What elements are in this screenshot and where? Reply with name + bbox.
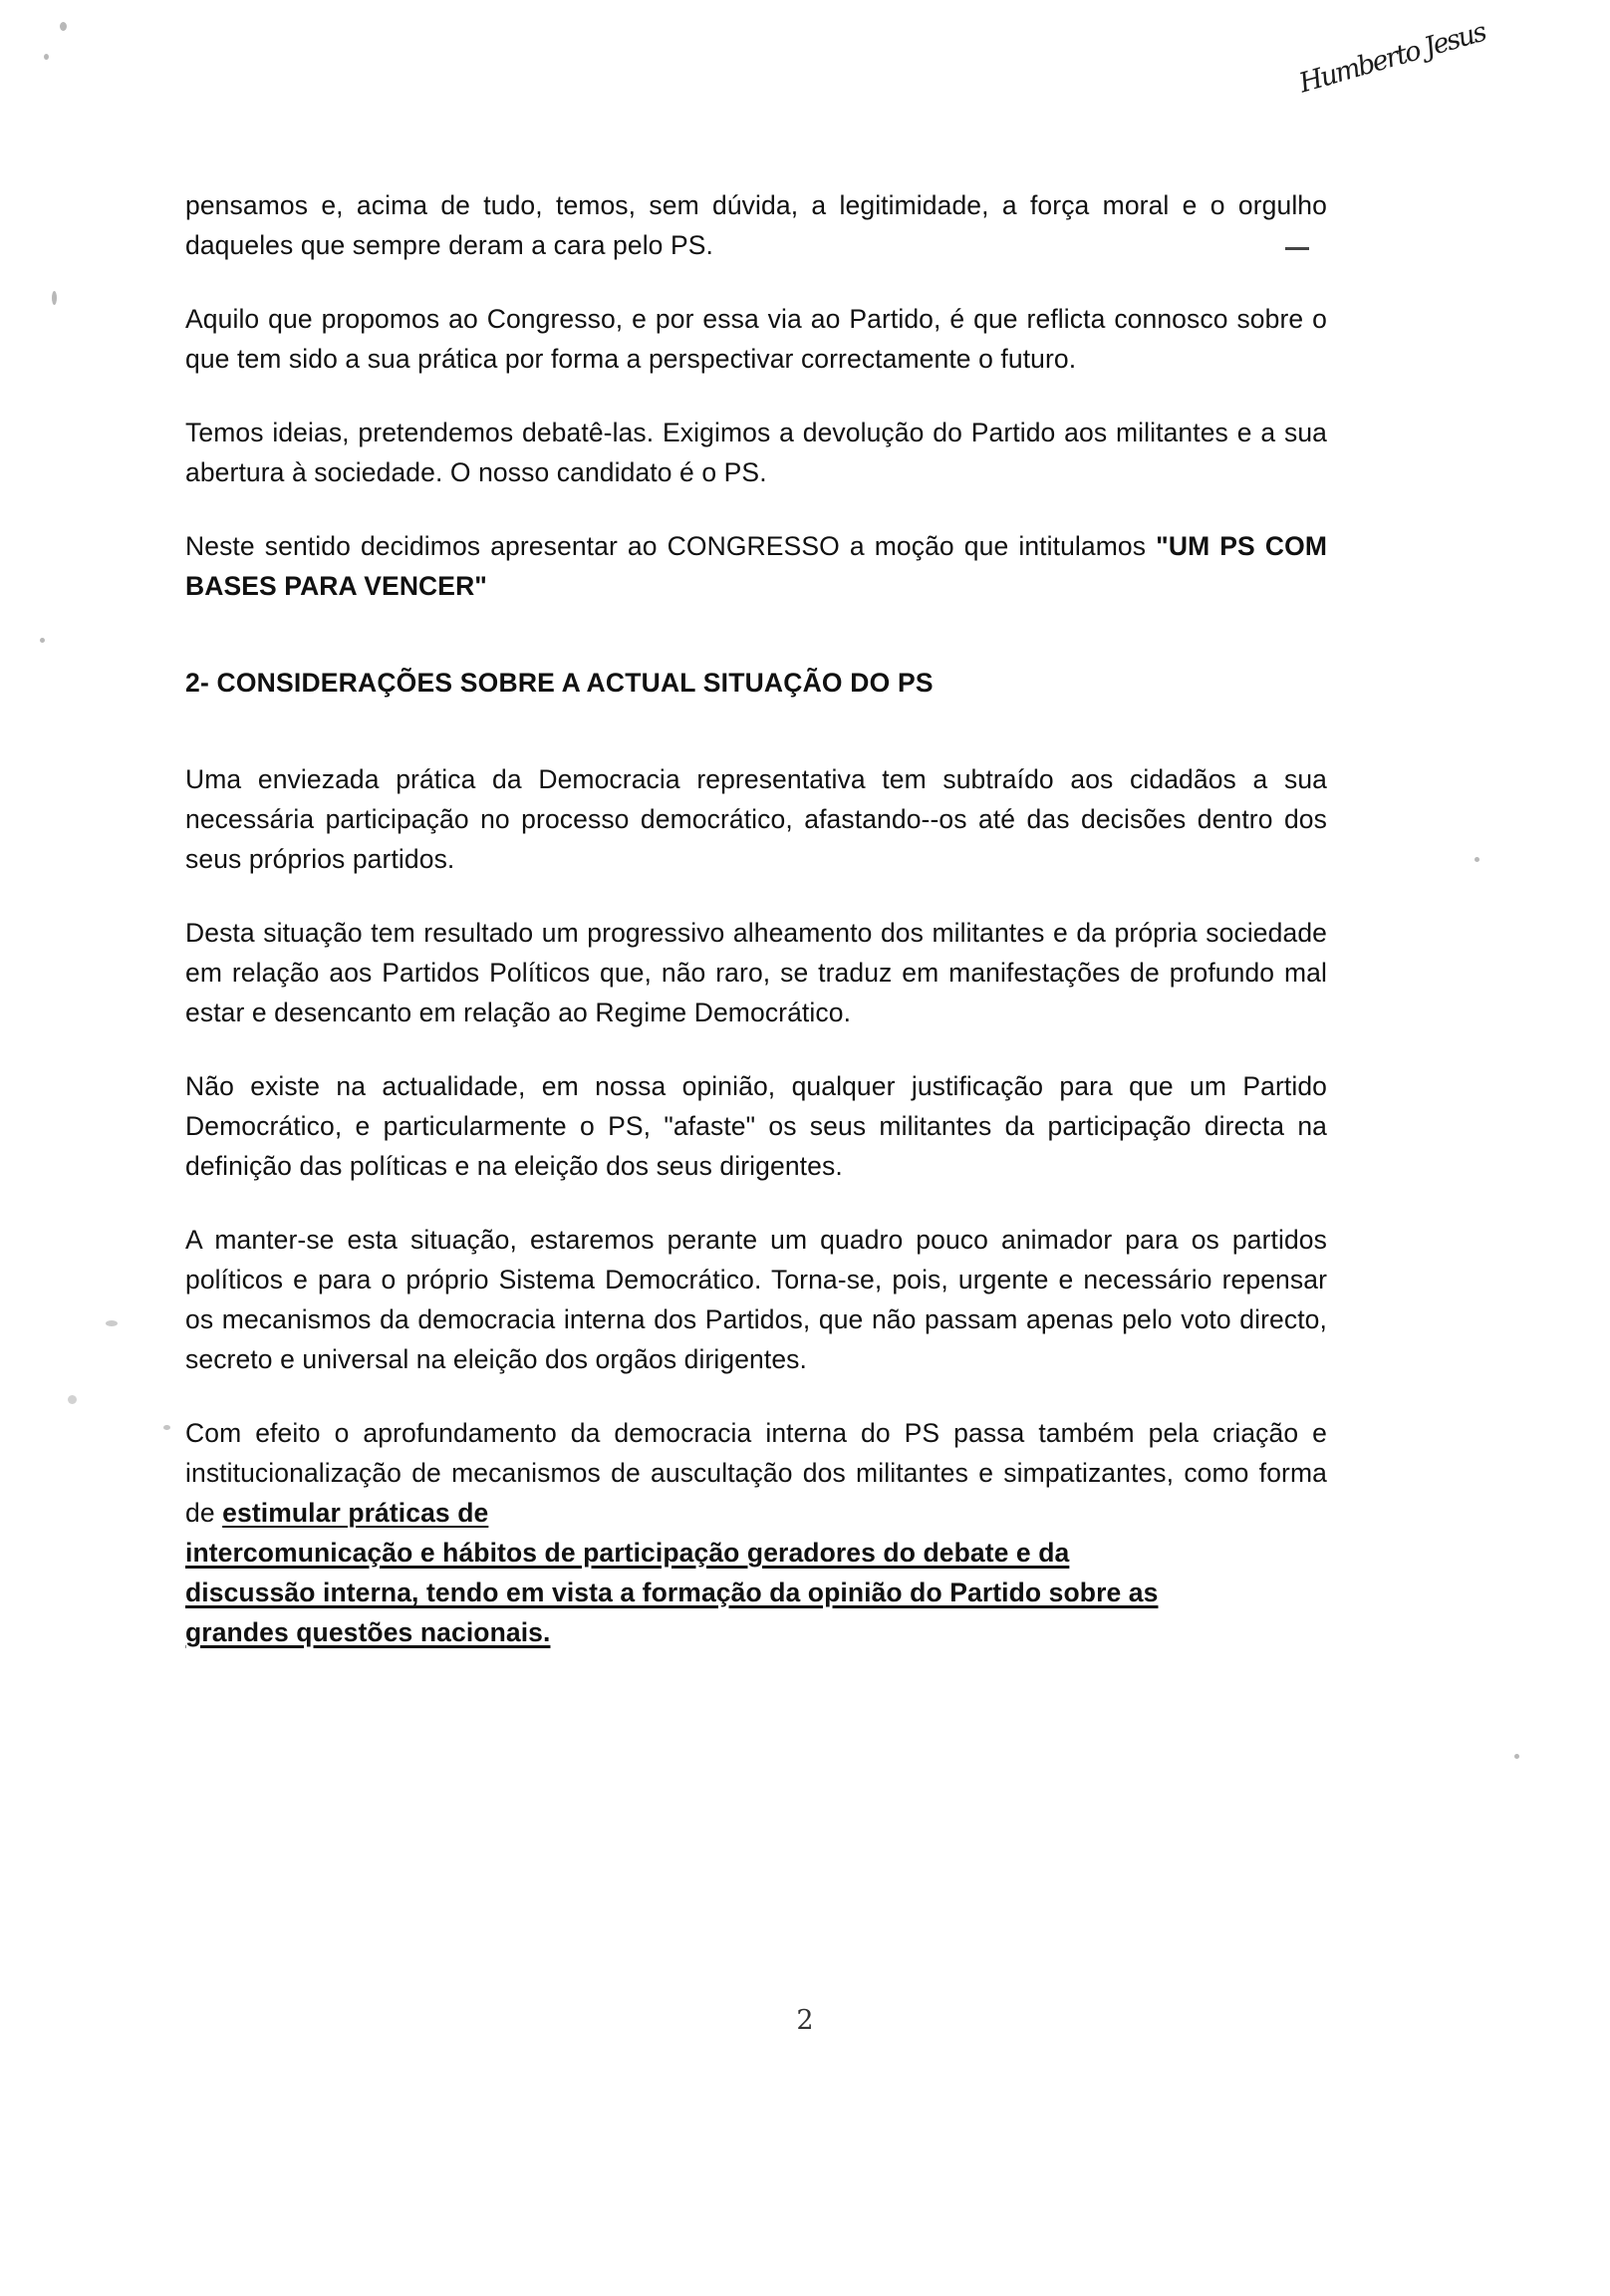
paragraph-8: A manter-se esta situação, estaremos perante um quadro pouco animador para os partidos políticos e para o próprio Sistema Democrático. Torna-se, pois, urgente e necessário repensar os mecanismos da democracia interna dos Partidos, que não passam apenas pelo voto directo, secreto e universal na eleição dos orgãos dirigentes. [185, 1225, 1327, 1374]
paragraph-9-text: Com efeito o aprofundamento da democracia interna do PS passa também pela criação e institucionalização de mecanismos de auscultação dos militantes e simpatizantes, como forma de [185, 1418, 1327, 1528]
paragraph-3: Temos ideias, pretendemos debatê-las. Exigimos a devolução do Partido aos militantes e a sua abertura à sociedade. O nosso candidato é o PS. [185, 418, 1327, 487]
paragraph-6: Desta situação tem resultado um progressivo alheamento dos militantes e da própria sociedade em relação aos Partidos Políticos que, não raro, se traduz em manifestações de profundo mal estar e desencanto em relação ao Regime Democrático. [185, 918, 1327, 1027]
underlined-line-2 [185, 1533, 1327, 1573]
motion-title: "UM PS COM BASES PARA VENCER" [185, 531, 1327, 601]
underlined-line-4 [185, 1612, 1327, 1652]
document-body [185, 185, 1327, 1652]
paragraph-4 [185, 526, 1327, 606]
paragraph-9-underlined-block [185, 1533, 1327, 1652]
paragraph-5: Uma enviezada prática da Democracia representativa tem subtraído aos cidadãos a sua necessária participação no processo democrático, afastando--os até das decisões dentro dos seus próprios partidos. [185, 764, 1327, 874]
underlined-line-4-text: grandes questões nacionais. [185, 1617, 551, 1647]
underlined-line-3 [185, 1573, 1327, 1612]
page-number: 2 [796, 2005, 814, 2036]
paragraph-4-text: Neste sentido decidimos apresentar ao CONGRESSO a moção que intitulamos [185, 531, 1157, 561]
paragraph-9-underlined-1: estimular práticas de [222, 1498, 489, 1528]
underlined-line-3-text: discussão interna, tendo em vista a formação da opinião do Partido sobre as [185, 1578, 1159, 1607]
handwritten-signature: Humberto Jesus [1295, 16, 1489, 100]
paragraph-7: Não existe na actualidade, em nossa opinião, qualquer justificação para que um Partido Democrático, e particularmente o PS, "afaste" os seus militantes da participação directa na definição das políticas e na eleição dos seus dirigentes. [185, 1071, 1327, 1181]
section-heading: 2- CONSIDERAÇÕES SOBRE A ACTUAL SITUAÇÃO DO PS [185, 668, 934, 698]
paragraph-9 [185, 1413, 1327, 1533]
paragraph-1: pensamos e, acima de tudo, temos, sem dúvida, a legitimidade, a força moral e o orgulho daqueles que sempre deram a cara pelo PS. [185, 190, 1327, 260]
paragraph-2: Aquilo que propomos ao Congresso, e por essa via ao Partido, é que reflicta connosco sobre o que tem sido a sua prática por forma a perspectivar correctamente o futuro. [185, 304, 1327, 374]
underlined-line-2-text: intercomunicação e hábitos de participação geradores do debate e da [185, 1538, 1070, 1568]
